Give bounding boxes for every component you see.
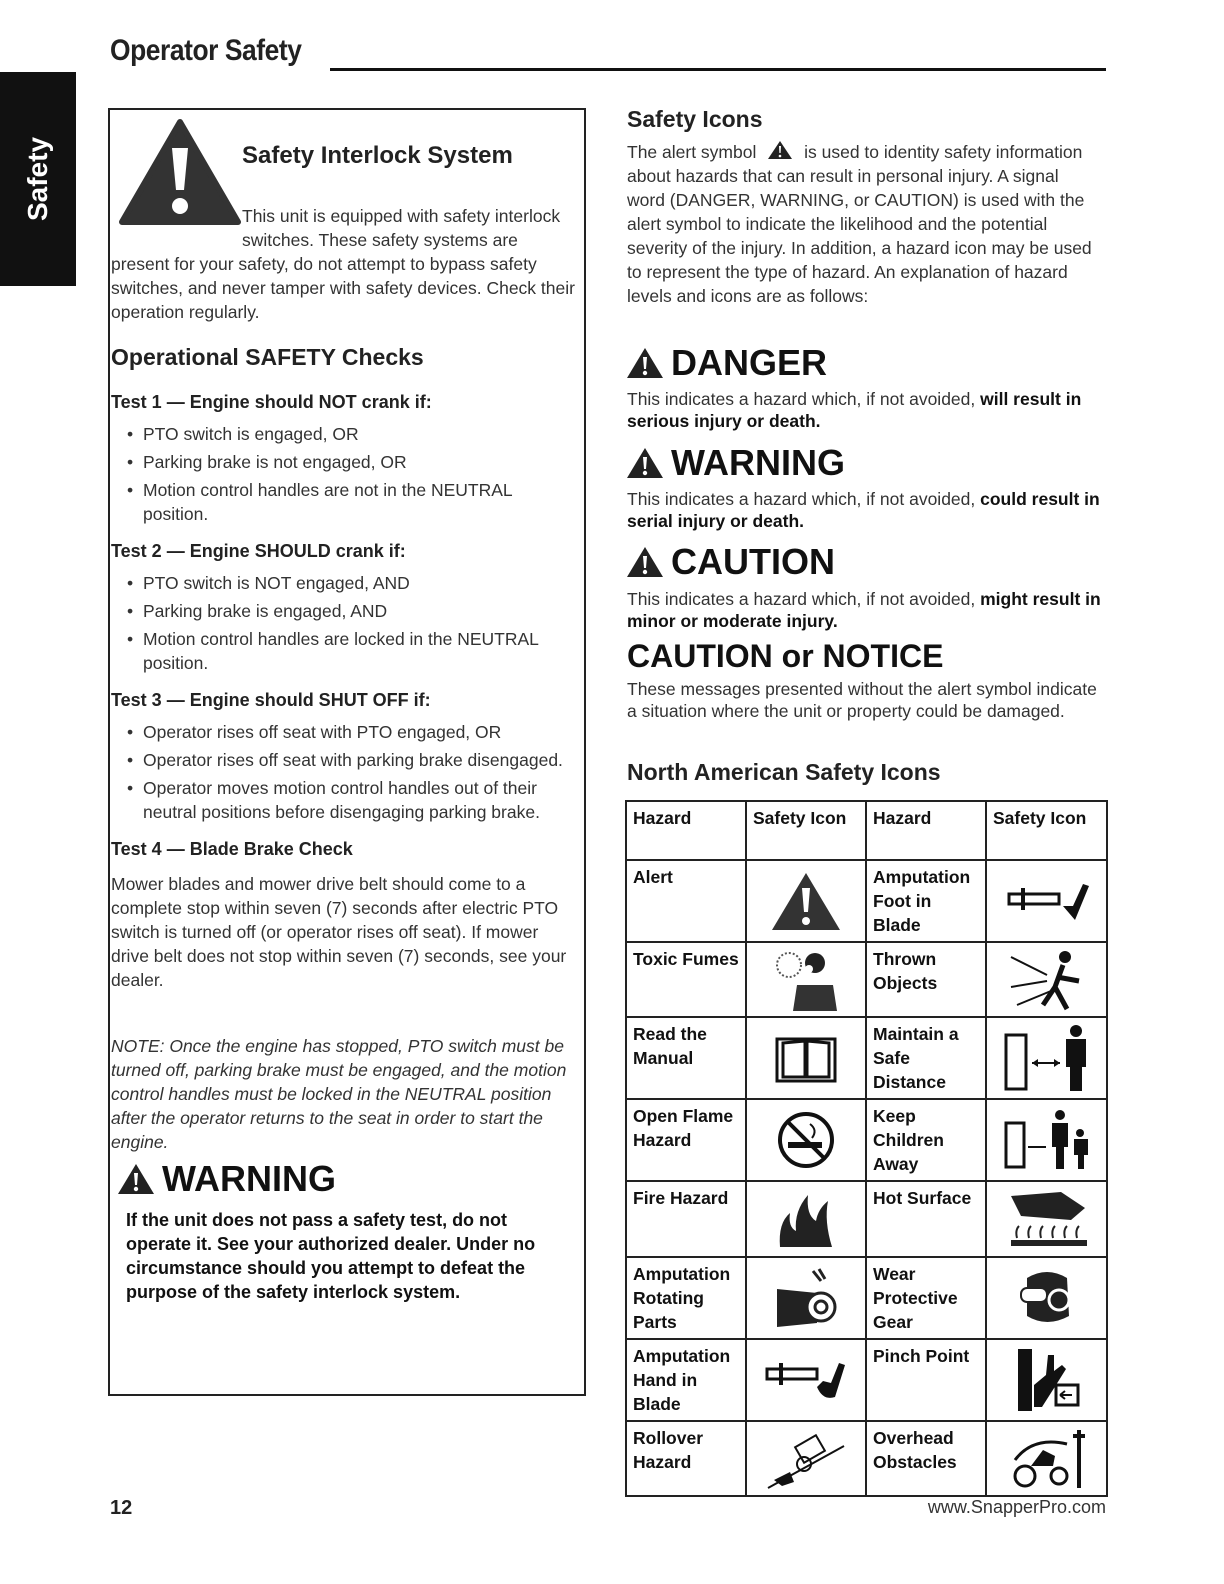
danger-desc: This indicates a hazard which, if not avoided, <box>627 389 976 409</box>
list-item: • Parking brake is engaged, AND <box>111 599 571 623</box>
interlock-text-b: switches. These safety systems are <box>242 230 518 250</box>
hot-surface-icon <box>1001 1186 1093 1252</box>
hazard-cell: Amputation Foot in Blade <box>866 860 986 942</box>
page-number: 12 <box>110 1497 133 1519</box>
test1-list <box>111 422 571 530</box>
list-item: • PTO switch is NOT engaged, AND <box>111 571 571 595</box>
checks-title: Operational SAFETY Checks <box>111 344 424 370</box>
page-title: Operator Safety <box>110 34 302 67</box>
foot-in-blade-icon <box>1003 876 1091 926</box>
hazard-cell: Amputation Hand in Blade <box>626 1339 746 1421</box>
interlock-note: NOTE: Once the engine has stopped, PTO switch must be turned off, parking brake must be engaged, and the motion control handles must be locked in the NEUTRAL position after the operator returns to the seat in order to start the engine. <box>111 1036 567 1152</box>
table-row <box>626 1099 1107 1181</box>
warning-desc: This indicates a hazard which, if not avoided, <box>627 489 976 509</box>
list-item: • PTO switch is engaged, OR <box>111 422 571 446</box>
caution-heading <box>625 541 835 583</box>
hazard-cell: Overhead Obstacles <box>866 1421 986 1496</box>
alert-triangle-icon <box>625 446 665 480</box>
table-header-row <box>626 801 1107 860</box>
hazard-cell: Fire Hazard <box>626 1181 746 1257</box>
safety-icons-intro <box>627 140 1097 308</box>
test4-text: Mower blades and mower drive belt should come to a complete stop within seven (7) seconds after electric PTO switch is turned off (or operator rises off seat). If mower drive belt does not stop within seven (7) seconds, see your dealer. <box>111 874 567 990</box>
caution-text <box>627 588 1107 632</box>
hazard-cell: Read the Manual <box>626 1017 746 1099</box>
table-row <box>626 1339 1107 1421</box>
warning-callout <box>116 1158 336 1200</box>
table-row <box>626 1181 1107 1257</box>
rotating-parts-icon <box>773 1267 839 1329</box>
hazard-cell: Thrown Objects <box>866 942 986 1017</box>
caution-bold: might result in minor or moderate injury. <box>627 589 1101 631</box>
side-tab-label: Safety <box>22 136 53 222</box>
header-icon: Safety Icon <box>746 801 866 860</box>
table-row <box>626 1421 1107 1496</box>
test3-heading: Test 3 — Engine should SHUT OFF if: <box>111 690 431 710</box>
danger-word: DANGER <box>671 342 828 383</box>
list-item: • Parking brake is not engaged, OR <box>111 450 571 474</box>
safe-distance-icon <box>1002 1023 1092 1093</box>
test4-heading: Test 4 — Blade Brake Check <box>111 839 353 859</box>
header-hazard: Hazard <box>866 801 986 860</box>
hazard-cell: Alert <box>626 860 746 942</box>
keep-children-away-icon <box>1002 1109 1092 1171</box>
safety-icons-title: Safety Icons <box>627 106 763 132</box>
hand-in-blade-icon <box>761 1357 851 1403</box>
alert-triangle-icon <box>625 545 665 579</box>
table-row <box>626 942 1107 1017</box>
warning-level-word: WARNING <box>671 442 845 483</box>
hazard-cell: Wear Protective Gear <box>866 1257 986 1339</box>
title-rule <box>330 68 1106 71</box>
caution-desc: This indicates a hazard which, if not avoided, <box>627 589 976 609</box>
list-item: • Operator moves motion control handles out of their neutral positions before disengaging parking brake. <box>111 776 576 824</box>
interlock-title: Safety Interlock System <box>242 142 513 169</box>
header-hazard: Hazard <box>626 801 746 860</box>
test3-list <box>111 720 576 828</box>
alert-triangle-icon <box>116 1162 156 1196</box>
table-row <box>626 860 1107 942</box>
hazard-cell: Open Flame Hazard <box>626 1099 746 1181</box>
alert-symbol-icon <box>767 140 793 160</box>
rollover-hazard-icon <box>764 1426 848 1492</box>
hazard-cell: Amputation Rotating Parts <box>626 1257 746 1339</box>
hazard-cell: Maintain a Safe Distance <box>866 1017 986 1099</box>
notice-text: These messages presented without the alert symbol indicate a situation where the unit or property could be damaged. <box>627 679 1097 721</box>
header-icon: Safety Icon <box>986 801 1107 860</box>
thrown-objects-icon <box>1007 947 1087 1013</box>
danger-heading <box>625 342 827 384</box>
interlock-text-a: This unit is equipped with safety interlock <box>242 206 561 226</box>
hazard-cell: Toxic Fumes <box>626 942 746 1017</box>
list-item: • Operator rises off seat with parking brake disengaged. <box>111 748 576 772</box>
list-item: • Motion control handles are locked in the NEUTRAL position. <box>111 627 571 675</box>
hazard-cell: Keep Children Away <box>866 1099 986 1181</box>
test1-heading: Test 1 — Engine should NOT crank if: <box>111 392 432 412</box>
warning-level-text <box>627 488 1107 532</box>
hazard-cell: Pinch Point <box>866 1339 986 1421</box>
warning-heading <box>625 442 845 484</box>
read-manual-icon <box>773 1031 839 1085</box>
na-icons-title: North American Safety Icons <box>627 759 941 785</box>
danger-text <box>627 388 1107 432</box>
protective-gear-icon <box>1015 1266 1079 1330</box>
hazard-cell: Rollover Hazard <box>626 1421 746 1496</box>
warning-word: WARNING <box>162 1158 336 1199</box>
pinch-point-icon <box>1012 1345 1082 1415</box>
no-open-flame-icon <box>776 1110 836 1170</box>
intro-text-b: is used to identity safety information about hazards that can result in personal injury. A signal word (DANGER, WARNING, or CAUTION) is used with the alert symbol to indicate the likelihood and the potential severity of the injury. In addition, a hazard icon may be used to represent the type of hazard. An explanation of hazard levels and icons are as follows: <box>627 142 1092 306</box>
side-tab <box>0 72 76 286</box>
fire-hazard-icon <box>774 1187 838 1251</box>
table-row <box>626 1257 1107 1339</box>
alert-icon <box>770 870 842 932</box>
safety-icon-table <box>625 800 1108 1497</box>
list-item: • Motion control handles are not in the NEUTRAL position. <box>111 478 571 526</box>
warning-bold: could result in serial injury or death. <box>627 489 1100 531</box>
test2-heading: Test 2 — Engine SHOULD crank if: <box>111 541 406 561</box>
test2-list <box>111 571 571 679</box>
notice-heading: CAUTION or NOTICE <box>627 638 944 674</box>
interlock-text-c: present for your safety, do not attempt to bypass safety switches, and never tamper with safety devices. Check their operation regularly. <box>111 254 575 322</box>
alert-triangle-icon <box>625 346 665 380</box>
caution-word: CAUTION <box>671 541 835 582</box>
intro-text-a: The alert symbol <box>627 142 757 162</box>
warning-text: If the unit does not pass a safety test, do not operate it. See your authorized dealer. Under no circumstance should you attempt to defeat the purpose of the safety interlock system. <box>126 1210 536 1302</box>
list-item: • Operator rises off seat with PTO engaged, OR <box>111 720 576 744</box>
footer-url[interactable]: www.SnapperPro.com <box>927 1497 1106 1517</box>
danger-bold: will result in serious injury or death. <box>627 389 1082 431</box>
overhead-obstacles-icon <box>1003 1426 1091 1492</box>
hazard-cell: Hot Surface <box>866 1181 986 1257</box>
alert-triangle-icon <box>118 118 242 228</box>
table-row <box>626 1017 1107 1099</box>
toxic-fumes-icon <box>771 947 841 1013</box>
